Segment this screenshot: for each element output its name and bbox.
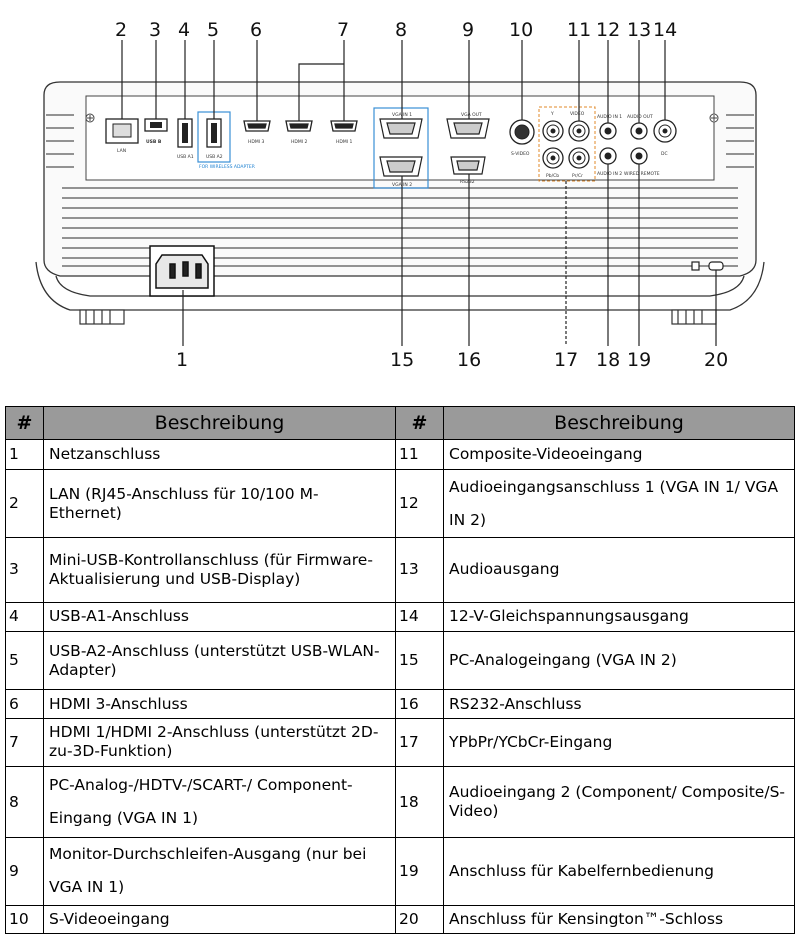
- projector-rear-panel-diagram: [0, 0, 798, 380]
- table-cell-number: 10: [6, 905, 44, 933]
- table-cell-number: 20: [396, 905, 444, 933]
- pr-cr-jack: [569, 148, 589, 168]
- vga-in2-panel-label: VGA IN 2: [392, 183, 413, 188]
- column-header: #: [396, 407, 444, 440]
- hdmi3-panel-label: HDMI 3: [248, 140, 265, 145]
- table-cell-description: USB-A2-Anschluss (unterstützt USB-WLAN-Adapter): [44, 631, 396, 690]
- table-cell-number: 2: [6, 470, 44, 538]
- callout-number: 17: [554, 349, 579, 371]
- s-video-panel-label: S-VIDEO: [511, 152, 530, 157]
- table-cell-number: 16: [396, 690, 444, 718]
- callout-number: 3: [149, 19, 162, 41]
- column-header: #: [6, 407, 44, 440]
- power-inlet: [150, 246, 214, 296]
- callout-number: 15: [390, 349, 415, 371]
- table-cell-number: 1: [6, 440, 44, 470]
- callout-number: 4: [178, 19, 191, 41]
- vga-out-port: [447, 119, 489, 138]
- usb-a2-port: [207, 119, 221, 147]
- callout-number: 19: [627, 349, 652, 371]
- table-cell-description: Audioeingang 2 (Component/ Composite/S-Video): [444, 767, 795, 838]
- callout-number: 11: [567, 19, 592, 41]
- wireless-adapter-label: FOR WIRELESS ADAPTER: [199, 165, 255, 170]
- table-row: [6, 537, 795, 602]
- video-jack: [569, 121, 589, 141]
- table-cell-number: 5: [6, 631, 44, 690]
- wired-remote-panel-label: WIRED REMOTE: [624, 172, 660, 177]
- callout-number: 7: [337, 19, 350, 41]
- rs232-port: [451, 157, 485, 174]
- table-cell-number: 4: [6, 602, 44, 631]
- table-row: [6, 837, 795, 905]
- hdmi2-port: [286, 121, 312, 131]
- table-cell-number: 14: [396, 602, 444, 631]
- usb-b-port: [145, 119, 167, 131]
- hdmi2-panel-label: HDMI 2: [291, 140, 308, 145]
- hdmi3-port: [244, 121, 270, 131]
- table-cell-description: RS232-Anschluss: [444, 690, 795, 718]
- table-row: [6, 690, 795, 718]
- audio-in1-panel-label: AUDIO IN 1: [597, 115, 623, 120]
- pb-cb-panel-label: Pb/Cb: [546, 174, 560, 179]
- table-cell-description: Audioausgang: [444, 537, 795, 602]
- audio-in2-jack: [600, 148, 616, 164]
- table-cell-number: 9: [6, 837, 44, 905]
- dc-panel-label: DC: [661, 152, 668, 157]
- table-header-row: [6, 407, 795, 440]
- callout-number: 20: [704, 349, 729, 371]
- vga-in2-port: [380, 157, 422, 176]
- column-header: Beschreibung: [444, 407, 795, 440]
- video-panel-label: VIDEO: [570, 112, 585, 117]
- callout-number: 6: [250, 19, 263, 41]
- hdmi1-panel-label: HDMI 1: [336, 140, 353, 145]
- table-cell-number: 12: [396, 470, 444, 538]
- table-cell-description: LAN (RJ45-Anschluss für 10/100 M-Ethernet): [44, 470, 396, 538]
- table-cell-description: Mini-USB-Kontrollanschluss (für Firmware-Aktualisierung und USB-Display): [44, 537, 396, 602]
- lan-panel-label: LAN: [117, 149, 127, 154]
- usb-b-panel-label: USB B: [146, 140, 162, 145]
- feet: [80, 310, 716, 324]
- pb-cb-jack: [543, 148, 563, 168]
- vga-in1-panel-label: VGA IN 1: [392, 113, 413, 118]
- y-panel-label: Y: [551, 112, 554, 117]
- usb-a1-port: [178, 119, 192, 147]
- rs232-panel-label: RS232: [460, 180, 475, 185]
- lan-port: [106, 119, 138, 143]
- table-row: [6, 631, 795, 690]
- vga-in1-port: [380, 119, 422, 138]
- s-video-port: [510, 120, 534, 144]
- callout-number: 16: [457, 349, 482, 371]
- usb-a1-panel-label: USB A1: [177, 155, 194, 160]
- callout-number: 12: [596, 19, 621, 41]
- table-row: [6, 440, 795, 470]
- callout-number: 18: [596, 349, 621, 371]
- table-cell-number: 11: [396, 440, 444, 470]
- callout-number: 9: [462, 19, 475, 41]
- audio-in2-panel-label: AUDIO IN 2: [597, 172, 623, 177]
- table-cell-description: Monitor-Durchschleifen-Ausgang (nur bei VGA IN 1): [44, 837, 396, 905]
- table-cell-number: 7: [6, 718, 44, 766]
- table-cell-description: USB-A1-Anschluss: [44, 602, 396, 631]
- table-cell-description: HDMI 3-Anschluss: [44, 690, 396, 718]
- pr-cr-panel-label: Pr/Cr: [572, 174, 583, 179]
- table-row: [6, 470, 795, 538]
- dc-jack: [654, 120, 676, 142]
- wired-remote-jack: [631, 148, 647, 164]
- audio-out-panel-label: AUDIO OUT: [627, 115, 653, 120]
- callout-number: 8: [395, 19, 408, 41]
- table-cell-description: Netzanschluss: [44, 440, 396, 470]
- table-cell-description: Audioeingangsanschluss 1 (VGA IN 1/ VGA IN 2): [444, 470, 795, 538]
- table-cell-number: 19: [396, 837, 444, 905]
- table-cell-description: HDMI 1/HDMI 2-Anschluss (unterstützt 2D-zu-3D-Funktion): [44, 718, 396, 766]
- table-cell-number: 17: [396, 718, 444, 766]
- callout-number: 5: [207, 19, 220, 41]
- audio-in1-jack: [600, 123, 616, 139]
- table-cell-number: 3: [6, 537, 44, 602]
- callout-number: 14: [653, 19, 678, 41]
- table-cell-description: PC-Analogeingang (VGA IN 2): [444, 631, 795, 690]
- hdmi1-port: [331, 121, 357, 131]
- table-row: [6, 905, 795, 933]
- table-cell-description: PC-Analog-/HDTV-/SCART-/ Component-Eingang (VGA IN 1): [44, 767, 396, 838]
- table-cell-number: 8: [6, 767, 44, 838]
- audio-out-jack: [631, 123, 647, 139]
- table-cell-description: S-Videoeingang: [44, 905, 396, 933]
- connector-description-table: [5, 406, 795, 934]
- vga-out-panel-label: VGA OUT: [461, 113, 482, 118]
- table-cell-number: 18: [396, 767, 444, 838]
- usb-a2-panel-label: USB A2: [206, 155, 223, 160]
- table-cell-number: 13: [396, 537, 444, 602]
- table-row: [6, 767, 795, 838]
- y-jack: [543, 121, 563, 141]
- table-cell-number: 15: [396, 631, 444, 690]
- table-cell-description: YPbPr/YCbCr-Eingang: [444, 718, 795, 766]
- table-cell-description: 12-V-Gleichspannungsausgang: [444, 602, 795, 631]
- table-row: [6, 602, 795, 631]
- column-header: Beschreibung: [44, 407, 396, 440]
- callout-number: 13: [627, 19, 652, 41]
- rear-panel-svg: [0, 0, 798, 380]
- table-cell-number: 6: [6, 690, 44, 718]
- table-cell-description: Composite-Videoeingang: [444, 440, 795, 470]
- callout-number: 10: [509, 19, 534, 41]
- table-row: [6, 718, 795, 766]
- table-cell-description: Anschluss für Kensington™-Schloss: [444, 905, 795, 933]
- table-cell-description: Anschluss für Kabelfernbedienung: [444, 837, 795, 905]
- callout-number: 1: [176, 349, 189, 371]
- callout-number: 2: [115, 19, 128, 41]
